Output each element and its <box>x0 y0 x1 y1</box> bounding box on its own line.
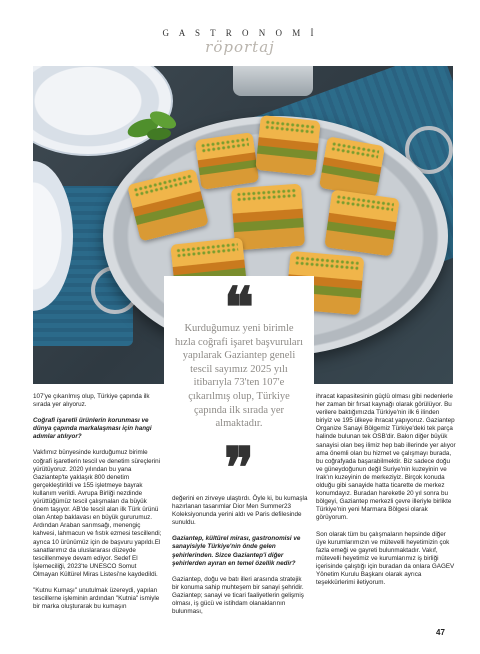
pull-quote-text: Kurduğumuz yeni birimle hızla coğrafi işaret başvuruları yapılarak Gaziantep geneli tescil sayımız 2025 yılı itibarıyla 73'ten 107'e çıkarılmış olup, Türkiye çapında ilk sırada yer almaktadır. <box>175 323 303 430</box>
paragraph: Gaziantep, doğu ve batı illeri arasında stratejik bir konuma sahip muhteşem bir sanayi şehridir. Gaziantep; sanayi ve ticari faaliyetlerin gelişmiş olması, iş gücü ve istihdam olanaklarının bulunması, <box>172 575 304 616</box>
glass-jar <box>233 66 313 96</box>
baklava-piece <box>319 136 385 197</box>
paragraph: "Kutnu Kumaşı" unutulmak üzereydi, yapılan tescillerne işleminin ardından "Kutnia" ismiyle bir marka oluşturarak bu kumaşın <box>33 586 160 611</box>
paragraph: Son olarak tüm bu çalışmaların hepsinde diğer üye kurumlarımızın ve mütevelli heyetimizin çok fazla emeği ve gayreti bulunmaktadır. Vakıf, mütevelli heyetimiz ve kurumlarımız iş birliği içerisinde çalıştığı için buradan da onlara GAGEV Yönetim Kurulu Başkanı olarak ayrıca teşekkürlerimi iletiyorum. <box>316 530 455 587</box>
paragraph: 107'ye çıkarılmış olup, Türkiye çapında ilk sırada yer alıyoruz. <box>33 393 150 409</box>
paragraph: değerini en zirveye ulaştırdı. Öyle ki, bu kumaşla hazırlanan tasarımlar Dior Men Summer23 Koleksiyonunda yerini aldı ve Paris defilesinde sunuldu. <box>172 495 308 527</box>
section-title: G A S T R O N O M İ <box>162 28 318 38</box>
baklava-piece <box>324 190 399 257</box>
paragraph: Vakfımız bünyesinde kurduğumuz birimle coğrafi işaretlerin tescil ve denetim süreçlerini yürütüyoruz. 2020 yılından bu yana Gaziantep'te yaklaşık 800 denetim gerçekleştirildi ve 155 işletmeye bayrak kullanım verildi. Avrupa Birliği nezdinde yürüttüğümüz tescil çalışmaları da büyük önem taşıyor. AB'de tescil alan ilk Türk ürünü olan Antep baklavası en büyük gururumuz. Ardından Araban sarımsağı, menengiç kahvesi, lahmacun ve fıstık ezmesi tescillendi; ayrıca 10 ürünümüz için de başvuru yapıldı.El sanatlarımız da uluslararası düzeyde tescillenmeye devam ediyor. Sedef El İşlemeciliği, 2023'te UNESCO Somut Olmayan Kültürel Miras Listesi'ne kaydedildi. <box>33 449 162 578</box>
article-column-right <box>316 393 456 595</box>
section-subtitle: röportaj <box>205 38 275 56</box>
mint-leaves-icon <box>125 106 185 146</box>
interview-question: Gaziantep, kültürel mirası, gastronomisi ve sanayisiyle Türkiye'nin önde gelen şehirlerinden. Sizce Gaziantep'i diğer şehirlerden ayıran en temel özellik nedir? <box>172 535 301 567</box>
interview-question: Coğrafi işaretli ürünlerin korunması ve dünya çapında markalaşması için hangi adımlar atılıyor? <box>33 417 152 441</box>
pull-quote <box>164 275 314 501</box>
baklava-piece <box>255 115 320 176</box>
close-quote-icon: ❞ <box>223 435 255 501</box>
open-quote-icon: ❝ <box>223 275 255 341</box>
article-column-middle <box>172 495 310 624</box>
article-column-left <box>33 393 163 619</box>
baklava-piece <box>231 184 305 251</box>
baklava-piece <box>195 132 259 190</box>
paragraph: ihracat kapasitesinin güçlü olması gibi nedenlerle her zaman bir fırsat kaynağı olarak görülüyor. Bu verilere baktığımızda Türkiye'nin ilk 6 ilinden biriyiz ve 195 ülkeye ihracat yapıyoruz. Gaziantep Organize Sanayi Bölgemiz Türkiye'deki tek parça halinde bulunan tek OSB'dir. Bakın diğer büyük sanayisi olan beş ilimiz hep bab illerinde yer alıyor ama önemli olan bu hizmet ve çalışmayı burada, bu coğrafyada başarabilmektir. Biz sadece doğu ve güneydoğunun değil Suriye'nin kuzeyinin ve Irak'ın kuzeyinin de merkeziyiz. Birçok konuda olduğu gibi sanayide hatta ticarette de merkez konumdayız. Buradan hareketle 20 yıl sonra bu bölgeyi, Gaziantep merkezli çevre illeriyle birlikte Türkiye'nin yeni Marmara Bölgesi olarak görüyorum. <box>316 393 456 522</box>
page-number: 47 <box>436 628 445 637</box>
